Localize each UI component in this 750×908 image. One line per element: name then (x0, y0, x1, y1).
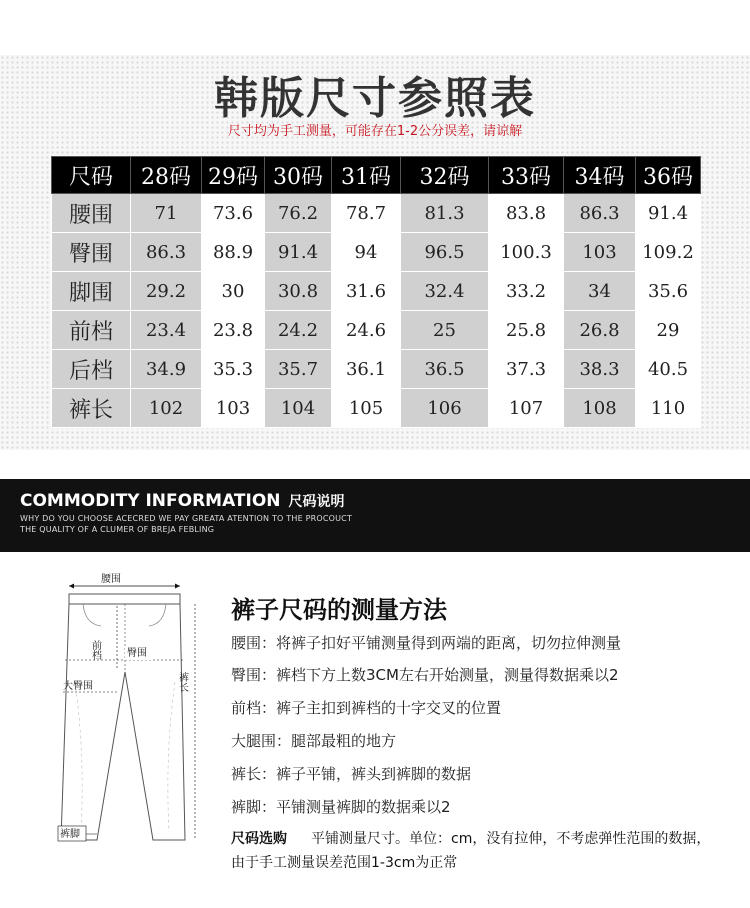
size-cell: 38.3 (564, 350, 636, 389)
measure-line-thigh: 大腿围：腿部最粗的地方 (231, 732, 397, 750)
size-column-header: 34码 (564, 157, 636, 194)
waistband (69, 594, 180, 604)
measure-note-line2: 由于手工测量误差范围1-3cm为正常 (231, 855, 458, 871)
size-cell: 34.9 (131, 350, 202, 389)
size-cell: 109.2 (636, 233, 701, 272)
size-cell: 105 (332, 389, 401, 428)
banner-title-cn: 尺码说明 (288, 494, 345, 510)
size-row-label: 后档 (52, 350, 131, 389)
size-cell: 23.8 (202, 311, 265, 350)
size-cell: 76.2 (265, 194, 332, 233)
size-cell: 86.3 (131, 233, 202, 272)
size-column-header: 33码 (489, 157, 564, 194)
size-cell: 96.5 (401, 233, 489, 272)
size-table-row (52, 233, 701, 272)
size-table (51, 156, 701, 428)
size-cell: 29.2 (131, 272, 202, 311)
size-column-header: 36码 (636, 157, 701, 194)
size-cell: 24.2 (265, 311, 332, 350)
measure-line-hip: 臀围：裤档下方上数3CM左右开始测量，测量得数据乘以2 (231, 666, 619, 684)
size-cell: 35.3 (202, 350, 265, 389)
size-row-label: 腰围 (52, 194, 131, 233)
banner-title-group (20, 491, 345, 511)
size-cell: 108 (564, 389, 636, 428)
size-table-corner: 尺码 (52, 157, 131, 194)
size-table-header-row (52, 157, 701, 194)
measure-note (231, 828, 710, 848)
size-cell: 34 (564, 272, 636, 311)
size-column-header: 28码 (131, 157, 202, 194)
pants-outline (61, 604, 185, 840)
size-table-row (52, 389, 701, 428)
size-cell: 33.2 (489, 272, 564, 311)
size-cell: 32.4 (401, 272, 489, 311)
size-cell: 106 (401, 389, 489, 428)
size-cell: 40.5 (636, 350, 701, 389)
size-cell: 94 (332, 233, 401, 272)
banner-subtext-2: THE QUALITY OF A CLUMER OF BREJA FEBLING (20, 525, 215, 534)
size-cell: 30.8 (265, 272, 332, 311)
size-cell: 29 (636, 311, 701, 350)
size-cell: 103 (202, 389, 265, 428)
size-column-header: 30码 (265, 157, 332, 194)
measure-note-label: 尺码选购 (231, 831, 287, 847)
commodity-info-banner (0, 476, 750, 552)
size-column-header: 32码 (401, 157, 489, 194)
size-cell: 25.8 (489, 311, 564, 350)
diagram-label-waist: 腰围 (101, 574, 121, 585)
size-row-label: 臀围 (52, 233, 131, 272)
measure-line-length: 裤长：裤子平铺，裤头到裤脚的数据 (231, 765, 472, 783)
size-table-row (52, 350, 701, 389)
page-subtitle: 尺寸均为手工测量，可能存在1-2公分误差，请谅解 (227, 124, 523, 139)
size-row-label: 裤长 (52, 389, 131, 428)
size-cell: 31.6 (332, 272, 401, 311)
diagram-label-front-rise: 前档 (89, 640, 101, 660)
size-table-row (52, 272, 701, 311)
size-cell: 71 (131, 194, 202, 233)
measure-title: 裤子尺码的测量方法 (231, 596, 447, 624)
size-table-row (52, 194, 701, 233)
size-cell: 86.3 (564, 194, 636, 233)
page-title: 韩版尺寸参照表 (214, 73, 536, 124)
size-column-header: 29码 (202, 157, 265, 194)
size-cell: 100.3 (489, 233, 564, 272)
size-cell: 83.8 (489, 194, 564, 233)
size-cell: 110 (636, 389, 701, 428)
measure-line-hem: 裤脚：平铺测量裤脚的数据乘以2 (231, 798, 451, 816)
size-table-row (52, 311, 701, 350)
size-cell: 91.4 (265, 233, 332, 272)
size-cell: 73.6 (202, 194, 265, 233)
size-cell: 23.4 (131, 311, 202, 350)
size-cell: 25 (401, 311, 489, 350)
pants-measurement-diagram (45, 572, 205, 852)
measure-line-waist: 腰围：将裤子扣好平铺测量得到两端的距离，切勿拉伸测量 (231, 634, 622, 652)
size-row-label: 脚围 (52, 272, 131, 311)
diagram-label-hip: 臀围 (127, 648, 147, 659)
size-cell: 26.8 (564, 311, 636, 350)
size-cell: 102 (131, 389, 202, 428)
size-cell: 35.6 (636, 272, 701, 311)
size-cell: 35.7 (265, 350, 332, 389)
size-cell: 81.3 (401, 194, 489, 233)
size-column-header: 31码 (332, 157, 401, 194)
measure-note-line1: 平铺测量尺寸。单位：cm，没有拉伸，不考虑弹性范围的数据， (311, 831, 711, 847)
banner-title: COMMODITY INFORMATION (20, 491, 281, 511)
size-row-label: 前档 (52, 311, 131, 350)
diagram-label-thigh: 大臀围 (63, 681, 93, 692)
size-cell: 88.9 (202, 233, 265, 272)
banner-subtext-1: WHY DO YOU CHOOSE ACECRED WE PAY GREATA ATENTION TO THE PROCOUCT (20, 514, 353, 523)
size-cell: 91.4 (636, 194, 701, 233)
diagram-label-length: 裤长 (176, 672, 188, 692)
diagram-label-hem: 裤脚 (60, 829, 80, 840)
size-cell: 24.6 (332, 311, 401, 350)
size-cell: 104 (265, 389, 332, 428)
size-cell: 36.1 (332, 350, 401, 389)
size-cell: 78.7 (332, 194, 401, 233)
size-cell: 107 (489, 389, 564, 428)
measure-line-front-rise: 前档：裤子主扣到裤档的十字交叉的位置 (231, 699, 502, 717)
size-cell: 37.3 (489, 350, 564, 389)
size-table-body (52, 194, 701, 428)
size-cell: 36.5 (401, 350, 489, 389)
size-cell: 103 (564, 233, 636, 272)
size-cell: 30 (202, 272, 265, 311)
